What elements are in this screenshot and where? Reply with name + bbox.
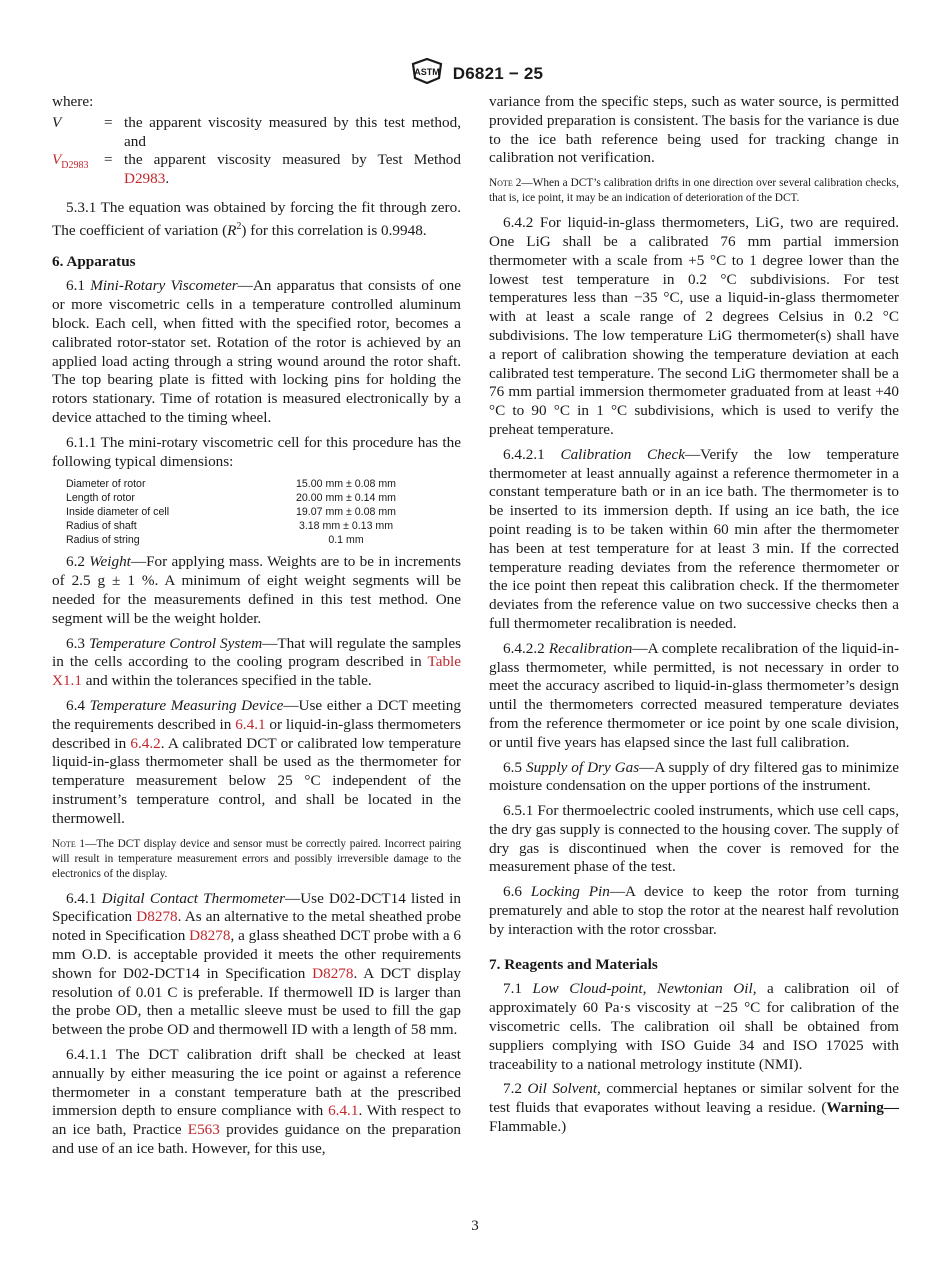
paragraph-continuation: variance from the specific steps, such as water source, is permitted provided preparation is consistent. The basis for the variance is due to the ice bath reference being used for tracking change in calibration not verification. bbox=[489, 93, 899, 167]
right-column bbox=[489, 93, 899, 1143]
paragraph-6-5: 6.5 Supply of Dry Gas—A supply of dry filtered gas to minimize moisture condensation on the upper portions of the instrument. bbox=[489, 758, 899, 795]
paragraph-6-4-2-2: 6.4.2.2 Recalibration—A complete recalibration of the liquid-in-glass thermometer, while permitted, is not necessary in order to meet the accuracy ascribed to liquid-in-glass thermometer’s design until the thermometers corrected measured temperature deviates from the reference thermometer or ice point by one scale division, or until five years has elapsed since the last full calibration. bbox=[489, 639, 900, 751]
section-heading-reagents: 7. Reagents and Materials bbox=[489, 955, 658, 973]
symbol-v: V bbox=[52, 113, 62, 131]
paragraph-7-2: 7.2 Oil Solvent, commercial heptanes or similar solvent for the test fluids that evaporates without leaving a residue. (Warning—Flammable.) bbox=[489, 1080, 899, 1136]
astm-logo-icon bbox=[407, 58, 447, 89]
paragraph-5-3-1: 5.3.1 The equation was obtained by forcing the fit through zero. The coefficient of variation $(R^2)$ for this correlation is 0.9948. bbox=[52, 198, 461, 239]
link-d8278[interactable]: D8278 bbox=[136, 908, 178, 926]
table-row: Radius of shaft 3.18 mm ± 0.13 mm bbox=[66, 520, 394, 533]
paragraph-6-2: 6.2 Weight—For applying mass. Weights are to be in increments of 2.5 g ± 1 %. A minimum of eight weight segments will be needed for the measurements defined in this test method. One segment will be the weight holder. bbox=[52, 553, 461, 627]
table-row: Radius of string 0.1 mm bbox=[66, 534, 364, 547]
definition-v bbox=[52, 114, 461, 152]
page-header bbox=[0, 58, 950, 86]
where-label: where: bbox=[52, 93, 94, 110]
link-e563[interactable]: E563 bbox=[187, 1121, 220, 1139]
page-number: 3 bbox=[471, 1218, 479, 1234]
rotor-dimensions-table bbox=[66, 477, 426, 547]
paragraph-6-1: 6.1 Mini-Rotary Viscometer—An apparatus that consists of one or more viscometric cells in a temperature controlled aluminum block. Each cell, when fitted with the specified rotor, becomes a calibrated rotor-stator set. Rotation of the rotor is achieved by an applied load acting through a string wound around the rotor shaft. The top bearing plate is fitted with locking pins for holding the rotors stationary. Time of rotation is measured electronically by a device attached to the timing wheel. bbox=[52, 277, 461, 427]
paragraph-6-1-1: 6.1.1 The mini-rotary viscometric cell for this procedure has the following typical dimensions: bbox=[52, 433, 461, 470]
svg-text:ASTM: ASTM bbox=[414, 67, 440, 77]
definition-vd2983: $V_{D2983}$ = the apparent viscosity measured by Test Method D2983. bbox=[52, 151, 461, 188]
note-2: Note 2—When a DCT’s calibration drifts in one direction over several calibration checks, that is, ice point, it may be an indication of deterioration of the DCT. bbox=[489, 177, 899, 205]
paragraph-6-4-1: 6.4.1 Digital Contact Thermometer—Use D02-DCT14 listed in Specification D8278. As an alternative to the metal sheathed probe noted in Specification D8278, a glass sheathed DCT probe with a 6 mm O.D. is acceptable provided it meets the other requirements shown for D02-DCT14 in Specification D8278. A DCT display resolution of 0.01 C is preferable. If thermowell ID is larger than the probe OD, then a metallic sleeve must be used to fill the gap between the probe OD and thermowell ID with a length of 58 mm. bbox=[52, 889, 462, 1039]
paragraph-6-3: 6.3 Temperature Control System—That will regulate the samples in the cells according to the cooling program described in Table X1.1 and within the tolerances specified in the table. bbox=[52, 634, 462, 690]
paragraph-6-4-1-1: 6.4.1.1 The DCT calibration drift shall be checked at least annually by either measuring the ice point or against a reference thermometer in a constant temperature bath at the prescribed immersion depth to ensure compliance with 6.4.1. With respect to an ice bath, Practice E563 provides guidance on the preparation and use of an ice bath. However, for this use, bbox=[52, 1045, 462, 1157]
left-column bbox=[52, 93, 461, 1165]
document-designation: D6821 − 25 bbox=[452, 63, 544, 83]
table-row: Diameter of rotor 15.00 mm ± 0.08 mm bbox=[66, 478, 396, 491]
link-table-x1-1[interactable]: Table X1.1 bbox=[52, 653, 461, 690]
paragraph-6-5-1: 6.5.1 For thermoelectric cooled instruments, which use cell caps, the dry gas supply is connected to the housing cover. The supply of dry gas is discontinued when the cover is removed for the measurement phase of the test. bbox=[489, 802, 899, 876]
symbol-vd: V bbox=[52, 151, 62, 169]
table-row: Length of rotor 20.00 mm ± 0.14 mm bbox=[66, 492, 396, 505]
paragraph-6-6: 6.6 Locking Pin—A device to keep the rotor from turning prematurely and able to stop the rotor at the nearest half revolution by interaction with the rotor crossbar. bbox=[489, 883, 899, 938]
definition-vd-text: the apparent viscosity measured by Test Method bbox=[124, 151, 461, 169]
link-d2983[interactable]: D2983 bbox=[124, 170, 166, 188]
paragraph-6-4-2: 6.4.2 For liquid-in-glass thermometers, LiG, two are required. One LiG shall be a calibrated 76 mm partial immersion thermometer with a scale from +5 °C to 1 degree lower than the lowest test temperature in 0.2 °C subdivisions. For test temperatures less than −35 °C, use a liquid-in-glass thermometer with at least a scale range of 2 degrees Celsius in 0.2 °C subdivisions. The low temperature LiG thermometer(s) shall have a report of calibration showing the temperature deviation at each calibrated test temperature. The second LiG thermometer shall be a 76 mm partial immersion thermometer graduated from at least +40 °C to 90 °C in 1 °C subdivisions, which is used to verify the preheat temperature. bbox=[489, 214, 899, 438]
link-6-4-1[interactable]: 6.4.1 bbox=[235, 715, 266, 733]
link-6-4-1[interactable]: 6.4.1 bbox=[328, 1102, 359, 1120]
equals-sign: = bbox=[104, 151, 113, 169]
paragraph-6-4-2-1: 6.4.2.1 Calibration Check—Verify the low temperature thermometer at least annually against a reference thermometer in a constant temperature bath or in an ice bath. The thermometer is to be inserted to its immersion depth. If using an ice bath, the ice point reading is to be taken within 60 min after the thermometer has been at test temperature for at least 3 min. If the corrected temperature reading deviates from the reference thermometer or the ice point then repeat this calibration check. If the thermometer deviates from the reference value on two successive checks then a full thermometer recalibration is needed. bbox=[489, 445, 899, 632]
equals-sign: = bbox=[104, 113, 113, 131]
link-6-4-2[interactable]: 6.4.2 bbox=[130, 734, 161, 752]
symbol-vd-subscript: D2983 bbox=[61, 160, 89, 172]
section-heading-apparatus: 6. Apparatus bbox=[52, 252, 136, 270]
paragraph-6-4: 6.4 Temperature Measuring Device—Use either a DCT meeting the requirements described in 6.4.1 or liquid-in-glass thermometers described in 6.4.2. A calibrated DCT or calibrated low temperature liquid-in-glass thermometer shall be used as the thermometer for temperature measurement below 25 °C independent of the instrument’s temperature control, and shall be located in the thermowell. bbox=[52, 696, 461, 827]
paragraph-7-1: 7.1 Low Cloud-point, Newtonian Oil, a calibration oil of approximately 60 Pa·s viscosity at −25 °C for calibration of the viscometric cells. The calibration oil shall be obtained from suppliers complying with ISO Guide 34 and ISO 17025 with traceability to a national metrology institute (NMI). bbox=[489, 980, 899, 1073]
definition-v-text: the apparent viscosity measured by this test method, and bbox=[124, 113, 461, 150]
note-1: Note 1—The DCT display device and sensor must be correctly paired. Incorrect pairing will result in temperature measurement errors and possibly irreversible damage to the electronics of the display. bbox=[52, 837, 461, 880]
link-d8278[interactable]: D8278 bbox=[189, 927, 231, 945]
link-d8278[interactable]: D8278 bbox=[312, 964, 354, 982]
table-row: Inside diameter of cell 19.07 mm ± 0.08 mm bbox=[66, 506, 396, 519]
